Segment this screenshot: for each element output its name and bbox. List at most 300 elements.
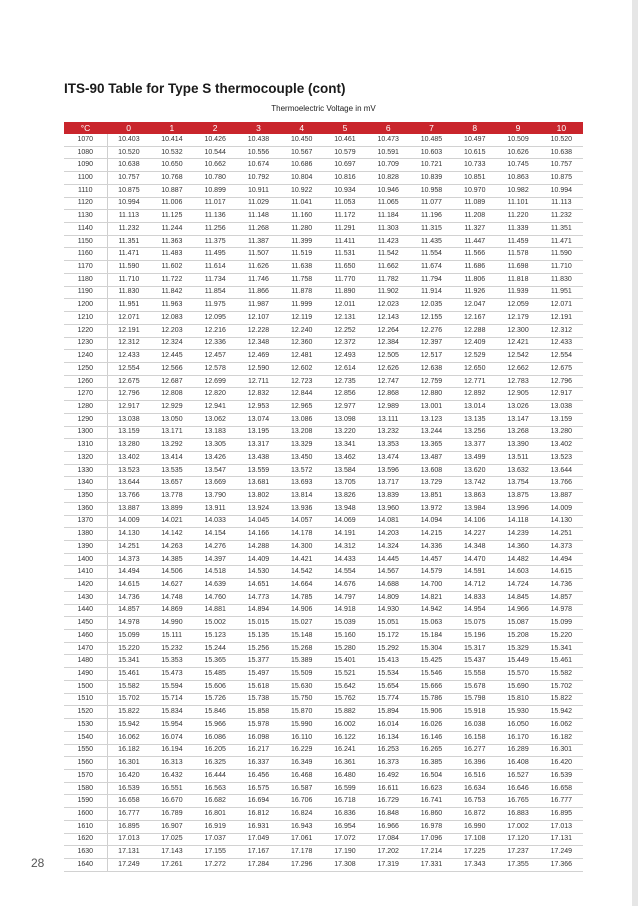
voltage-cell: 15.099 [107,630,150,643]
voltage-cell: 12.360 [280,337,323,350]
voltage-cell: 11.951 [540,286,583,299]
voltage-cell: 13.414 [150,451,193,464]
voltage-cell: 17.002 [496,820,539,833]
voltage-cell: 12.711 [237,375,280,388]
voltage-cell: 12.917 [540,388,583,401]
voltage-cell: 16.146 [410,731,453,744]
voltage-cell: 11.963 [150,299,193,312]
voltage-cell: 15.317 [453,642,496,655]
voltage-cell: 16.098 [237,731,280,744]
voltage-cell: 13.984 [453,502,496,515]
temperature-cell: 1080 [64,146,107,159]
voltage-cell: 14.579 [410,566,453,579]
voltage-cell: 16.682 [194,795,237,808]
voltage-cell: 13.814 [280,490,323,503]
temperature-cell: 1640 [64,858,107,871]
voltage-cell: 14.021 [150,515,193,528]
voltage-cell: 12.554 [107,362,150,375]
voltage-cell: 10.615 [453,146,496,159]
voltage-cell: 14.154 [194,528,237,541]
voltage-cell: 15.413 [367,655,410,668]
voltage-cell: 11.866 [237,286,280,299]
voltage-cell: 16.038 [453,719,496,732]
voltage-cell: 15.244 [194,642,237,655]
voltage-cell: 17.143 [150,846,193,859]
voltage-cell: 17.131 [107,846,150,859]
voltage-cell: 14.433 [323,553,366,566]
voltage-cell: 10.485 [410,134,453,146]
voltage-cell: 13.038 [540,401,583,414]
voltage-cell: 11.830 [540,273,583,286]
voltage-cell: 12.844 [280,388,323,401]
table-row [64,617,583,630]
voltage-cell: 13.996 [496,502,539,515]
voltage-cell: 16.492 [367,769,410,782]
table-row [64,808,583,821]
header-cell: 2 [194,122,237,134]
voltage-cell: 11.399 [280,235,323,248]
voltage-cell: 14.881 [194,604,237,617]
voltage-cell: 13.572 [280,464,323,477]
voltage-cell: 11.902 [367,286,410,299]
voltage-cell: 14.688 [367,579,410,592]
voltage-cell: 12.675 [107,375,150,388]
voltage-cell: 14.288 [237,541,280,554]
voltage-cell: 14.445 [367,553,410,566]
voltage-cell: 13.147 [496,413,539,426]
voltage-cell: 11.041 [280,197,323,210]
voltage-cell: 14.664 [280,579,323,592]
temperature-cell: 1320 [64,451,107,464]
table-row [64,248,583,261]
voltage-cell: 16.848 [367,808,410,821]
voltage-cell: 15.063 [410,617,453,630]
voltage-cell: 16.217 [237,744,280,757]
voltage-cell: 16.002 [323,719,366,732]
voltage-cell: 10.875 [107,184,150,197]
voltage-cell: 10.792 [237,172,280,185]
voltage-cell: 16.646 [496,782,539,795]
voltage-cell: 15.870 [280,706,323,719]
voltage-cell: 14.166 [237,528,280,541]
voltage-cell: 10.603 [410,146,453,159]
voltage-cell: 15.256 [237,642,280,655]
voltage-cell: 12.783 [496,375,539,388]
voltage-cell: 11.854 [194,286,237,299]
voltage-cell: 15.690 [496,680,539,693]
voltage-cell: 13.474 [367,451,410,464]
voltage-cell: 16.931 [237,820,280,833]
voltage-cell: 10.970 [453,184,496,197]
voltage-cell: 12.457 [194,350,237,363]
table-row [64,833,583,846]
voltage-cell: 16.551 [150,782,193,795]
voltage-cell: 15.606 [194,680,237,693]
header-cell: 5 [323,122,366,134]
voltage-cell: 10.674 [237,159,280,172]
temperature-cell: 1090 [64,159,107,172]
table-row [64,502,583,515]
voltage-cell: 14.336 [410,541,453,554]
voltage-cell: 13.353 [367,439,410,452]
voltage-cell: 14.906 [280,604,323,617]
voltage-cell: 12.578 [194,362,237,375]
voltage-cell: 14.773 [237,591,280,604]
temperature-cell: 1590 [64,795,107,808]
voltage-cell: 16.373 [367,757,410,770]
voltage-cell: 16.895 [107,820,150,833]
voltage-cell: 16.599 [323,782,366,795]
table-row [64,159,583,172]
temperature-cell: 1340 [64,477,107,490]
voltage-cell: 10.403 [107,134,150,146]
voltage-cell: 16.134 [367,731,410,744]
table-row [64,350,583,363]
voltage-cell: 10.438 [237,134,280,146]
voltage-cell: 14.009 [107,515,150,528]
voltage-cell: 12.264 [367,324,410,337]
voltage-cell: 11.890 [323,286,366,299]
voltage-cell: 10.922 [280,184,323,197]
voltage-cell: 10.828 [367,172,410,185]
voltage-cell: 15.882 [323,706,366,719]
voltage-cell: 13.851 [410,490,453,503]
voltage-cell: 15.135 [237,630,280,643]
voltage-cell: 16.801 [194,808,237,821]
voltage-cell: 11.914 [410,286,453,299]
voltage-cell: 13.863 [453,490,496,503]
voltage-cell: 14.918 [323,604,366,617]
voltage-cell: 15.858 [237,706,280,719]
voltage-cell: 15.702 [540,680,583,693]
voltage-cell: 14.118 [496,515,539,528]
voltage-cell: 13.875 [496,490,539,503]
voltage-cell: 13.402 [540,439,583,452]
voltage-cell: 12.011 [323,299,366,312]
voltage-cell: 13.936 [280,502,323,515]
temperature-cell: 1120 [64,197,107,210]
voltage-cell: 12.203 [150,324,193,337]
voltage-cell: 14.603 [496,566,539,579]
voltage-cell: 11.172 [323,210,366,223]
voltage-cell: 14.857 [107,604,150,617]
voltage-cell: 10.567 [280,146,323,159]
voltage-cell: 14.676 [323,579,366,592]
voltage-cell: 16.860 [410,808,453,821]
temperature-cell: 1180 [64,273,107,286]
voltage-cell: 15.846 [194,706,237,719]
voltage-cell: 11.363 [150,235,193,248]
voltage-cell: 14.094 [410,515,453,528]
voltage-cell: 13.802 [237,490,280,503]
voltage-cell: 15.220 [107,642,150,655]
voltage-cell: 11.315 [410,223,453,236]
voltage-cell: 12.300 [496,324,539,337]
voltage-cell: 14.457 [410,553,453,566]
voltage-cell: 16.408 [496,757,539,770]
voltage-cell: 11.184 [367,210,410,223]
voltage-cell: 13.135 [453,413,496,426]
table-row [64,490,583,503]
voltage-cell: 15.714 [150,693,193,706]
voltage-cell: 13.584 [323,464,366,477]
voltage-cell: 13.523 [107,464,150,477]
voltage-cell: 14.178 [280,528,323,541]
voltage-cell: 16.062 [540,719,583,732]
voltage-cell: 13.256 [453,426,496,439]
voltage-cell: 12.155 [410,312,453,325]
voltage-cell: 12.675 [540,362,583,375]
voltage-cell: 17.013 [540,820,583,833]
voltage-cell: 12.566 [150,362,193,375]
header-cell: 10 [540,122,583,134]
voltage-cell: 11.136 [194,210,237,223]
voltage-cell: 15.582 [107,680,150,693]
voltage-cell: 11.375 [194,235,237,248]
temperature-cell: 1240 [64,350,107,363]
voltage-cell: 14.069 [323,515,366,528]
voltage-cell: 14.942 [410,604,453,617]
voltage-cell: 13.062 [194,413,237,426]
voltage-cell: 13.292 [150,439,193,452]
voltage-cell: 14.712 [453,579,496,592]
voltage-cell: 17.272 [194,858,237,871]
voltage-cell: 15.738 [237,693,280,706]
table-row [64,655,583,668]
voltage-cell: 15.039 [323,617,366,630]
temperature-cell: 1250 [64,362,107,375]
voltage-cell: 17.131 [540,833,583,846]
voltage-cell: 11.244 [150,223,193,236]
voltage-cell: 12.493 [323,350,366,363]
voltage-cell: 11.053 [323,197,366,210]
temperature-cell: 1440 [64,604,107,617]
voltage-cell: 16.253 [367,744,410,757]
voltage-cell: 11.125 [150,210,193,223]
table-row [64,223,583,236]
voltage-cell: 14.081 [367,515,410,528]
voltage-cell: 14.639 [194,579,237,592]
voltage-cell: 15.280 [323,642,366,655]
table-row [64,261,583,274]
voltage-cell: 11.782 [367,273,410,286]
table-row [64,541,583,554]
voltage-cell: 14.239 [496,528,539,541]
voltage-cell: 11.113 [540,197,583,210]
voltage-cell: 13.644 [540,464,583,477]
voltage-cell: 13.887 [540,490,583,503]
temperature-cell: 1280 [64,401,107,414]
voltage-cell: 17.284 [237,858,280,871]
voltage-cell: 13.232 [367,426,410,439]
voltage-cell: 10.544 [194,146,237,159]
voltage-cell: 14.833 [453,591,496,604]
voltage-cell: 17.178 [280,846,323,859]
voltage-cell: 17.343 [453,858,496,871]
voltage-cell: 12.167 [453,312,496,325]
voltage-cell: 17.013 [107,833,150,846]
voltage-cell: 12.735 [323,375,366,388]
voltage-cell: 16.623 [410,782,453,795]
voltage-cell: 16.026 [410,719,453,732]
temperature-cell: 1400 [64,553,107,566]
voltage-cell: 15.377 [237,655,280,668]
voltage-cell: 15.401 [323,655,366,668]
voltage-cell: 16.086 [194,731,237,744]
voltage-cell: 12.626 [367,362,410,375]
table-row [64,579,583,592]
voltage-cell: 11.507 [237,248,280,261]
temperature-cell: 1610 [64,820,107,833]
voltage-cell: 11.554 [410,248,453,261]
voltage-cell: 12.071 [540,299,583,312]
table-row [64,668,583,681]
voltage-cell: 12.216 [194,324,237,337]
voltage-cell: 17.037 [194,833,237,846]
voltage-cell: 13.766 [107,490,150,503]
voltage-cell: 16.289 [496,744,539,757]
voltage-cell: 12.796 [107,388,150,401]
voltage-cell: 16.872 [453,808,496,821]
temperature-cell: 1570 [64,769,107,782]
voltage-cell: 12.723 [280,375,323,388]
voltage-cell: 10.556 [237,146,280,159]
voltage-cell: 11.818 [496,273,539,286]
table-subtitle: Thermoelectric Voltage in mV [271,104,376,113]
voltage-cell: 12.554 [540,350,583,363]
voltage-cell: 15.546 [410,668,453,681]
voltage-cell: 16.883 [496,808,539,821]
voltage-cell: 15.051 [367,617,410,630]
voltage-cell: 15.666 [410,680,453,693]
voltage-cell: 16.277 [453,744,496,757]
voltage-cell: 15.954 [150,719,193,732]
voltage-cell: 15.160 [323,630,366,643]
voltage-cell: 15.220 [540,630,583,643]
voltage-cell: 14.809 [367,591,410,604]
voltage-cell: 11.638 [280,261,323,274]
voltage-cell: 16.229 [280,744,323,757]
voltage-cell: 11.148 [237,210,280,223]
voltage-cell: 16.325 [194,757,237,770]
voltage-cell: 12.433 [540,337,583,350]
voltage-cell: 14.869 [150,604,193,617]
table-row [64,757,583,770]
voltage-cell: 10.994 [540,184,583,197]
voltage-cell: 16.456 [237,769,280,782]
voltage-cell: 14.542 [280,566,323,579]
temperature-cell: 1500 [64,680,107,693]
voltage-cell: 12.771 [453,375,496,388]
voltage-cell: 10.958 [410,184,453,197]
voltage-cell: 15.099 [540,617,583,630]
table-row [64,528,583,541]
voltage-cell: 11.327 [453,223,496,236]
voltage-cell: 12.312 [540,324,583,337]
voltage-cell: 12.650 [453,362,496,375]
voltage-cell: 10.934 [323,184,366,197]
voltage-cell: 14.615 [107,579,150,592]
voltage-cell: 16.194 [150,744,193,757]
table-row [64,630,583,643]
table-row [64,604,583,617]
voltage-cell: 12.252 [323,324,366,337]
temperature-cell: 1350 [64,490,107,503]
voltage-cell: 15.449 [496,655,539,668]
voltage-cell: 14.348 [453,541,496,554]
voltage-cell: 11.196 [410,210,453,223]
voltage-cell: 11.280 [280,223,323,236]
voltage-cell: 10.768 [150,172,193,185]
header-cell: 1 [150,122,193,134]
voltage-cell: 11.017 [194,197,237,210]
voltage-cell: 13.511 [496,451,539,464]
voltage-cell: 15.594 [150,680,193,693]
voltage-cell: 17.214 [410,846,453,859]
voltage-cell: 13.365 [410,439,453,452]
voltage-cell: 11.113 [107,210,150,223]
voltage-cell: 11.951 [107,299,150,312]
table-row [64,846,583,859]
voltage-cell: 12.796 [540,375,583,388]
header-cell: °C [64,122,107,134]
voltage-cell: 11.459 [496,235,539,248]
voltage-cell: 16.634 [453,782,496,795]
voltage-cell: 12.433 [107,350,150,363]
voltage-cell: 13.183 [194,426,237,439]
voltage-cell: 12.071 [107,312,150,325]
voltage-cell: 10.982 [496,184,539,197]
voltage-cell: 11.975 [194,299,237,312]
voltage-cell: 11.208 [453,210,496,223]
voltage-cell: 15.521 [323,668,366,681]
voltage-cell: 15.534 [367,668,410,681]
voltage-cell: 12.083 [150,312,193,325]
voltage-cell: 13.778 [150,490,193,503]
voltage-cell: 15.558 [453,668,496,681]
voltage-cell: 13.924 [237,502,280,515]
voltage-cell: 13.899 [150,502,193,515]
voltage-cell: 16.658 [540,782,583,795]
voltage-cell: 15.570 [496,668,539,681]
voltage-cell: 14.518 [194,566,237,579]
voltage-cell: 17.261 [150,858,193,871]
voltage-cell: 10.851 [453,172,496,185]
voltage-cell: 13.195 [237,426,280,439]
voltage-cell: 12.590 [237,362,280,375]
voltage-cell: 11.256 [194,223,237,236]
voltage-cell: 10.745 [496,159,539,172]
voltage-cell: 15.002 [194,617,237,630]
voltage-cell: 14.736 [107,591,150,604]
voltage-cell: 16.895 [540,808,583,821]
temperature-cell: 1530 [64,719,107,732]
voltage-cell: 16.337 [237,757,280,770]
voltage-cell: 11.303 [367,223,410,236]
voltage-cell: 12.542 [496,350,539,363]
voltage-cell: 14.966 [496,604,539,617]
voltage-cell: 15.268 [280,642,323,655]
voltage-cell: 16.385 [410,757,453,770]
voltage-cell: 11.483 [150,248,193,261]
voltage-cell: 12.191 [107,324,150,337]
voltage-cell: 17.096 [410,833,453,846]
voltage-cell: 16.516 [453,769,496,782]
thermocouple-table [64,122,583,872]
voltage-cell: 15.485 [194,668,237,681]
voltage-cell: 15.894 [367,706,410,719]
voltage-cell: 15.978 [237,719,280,732]
